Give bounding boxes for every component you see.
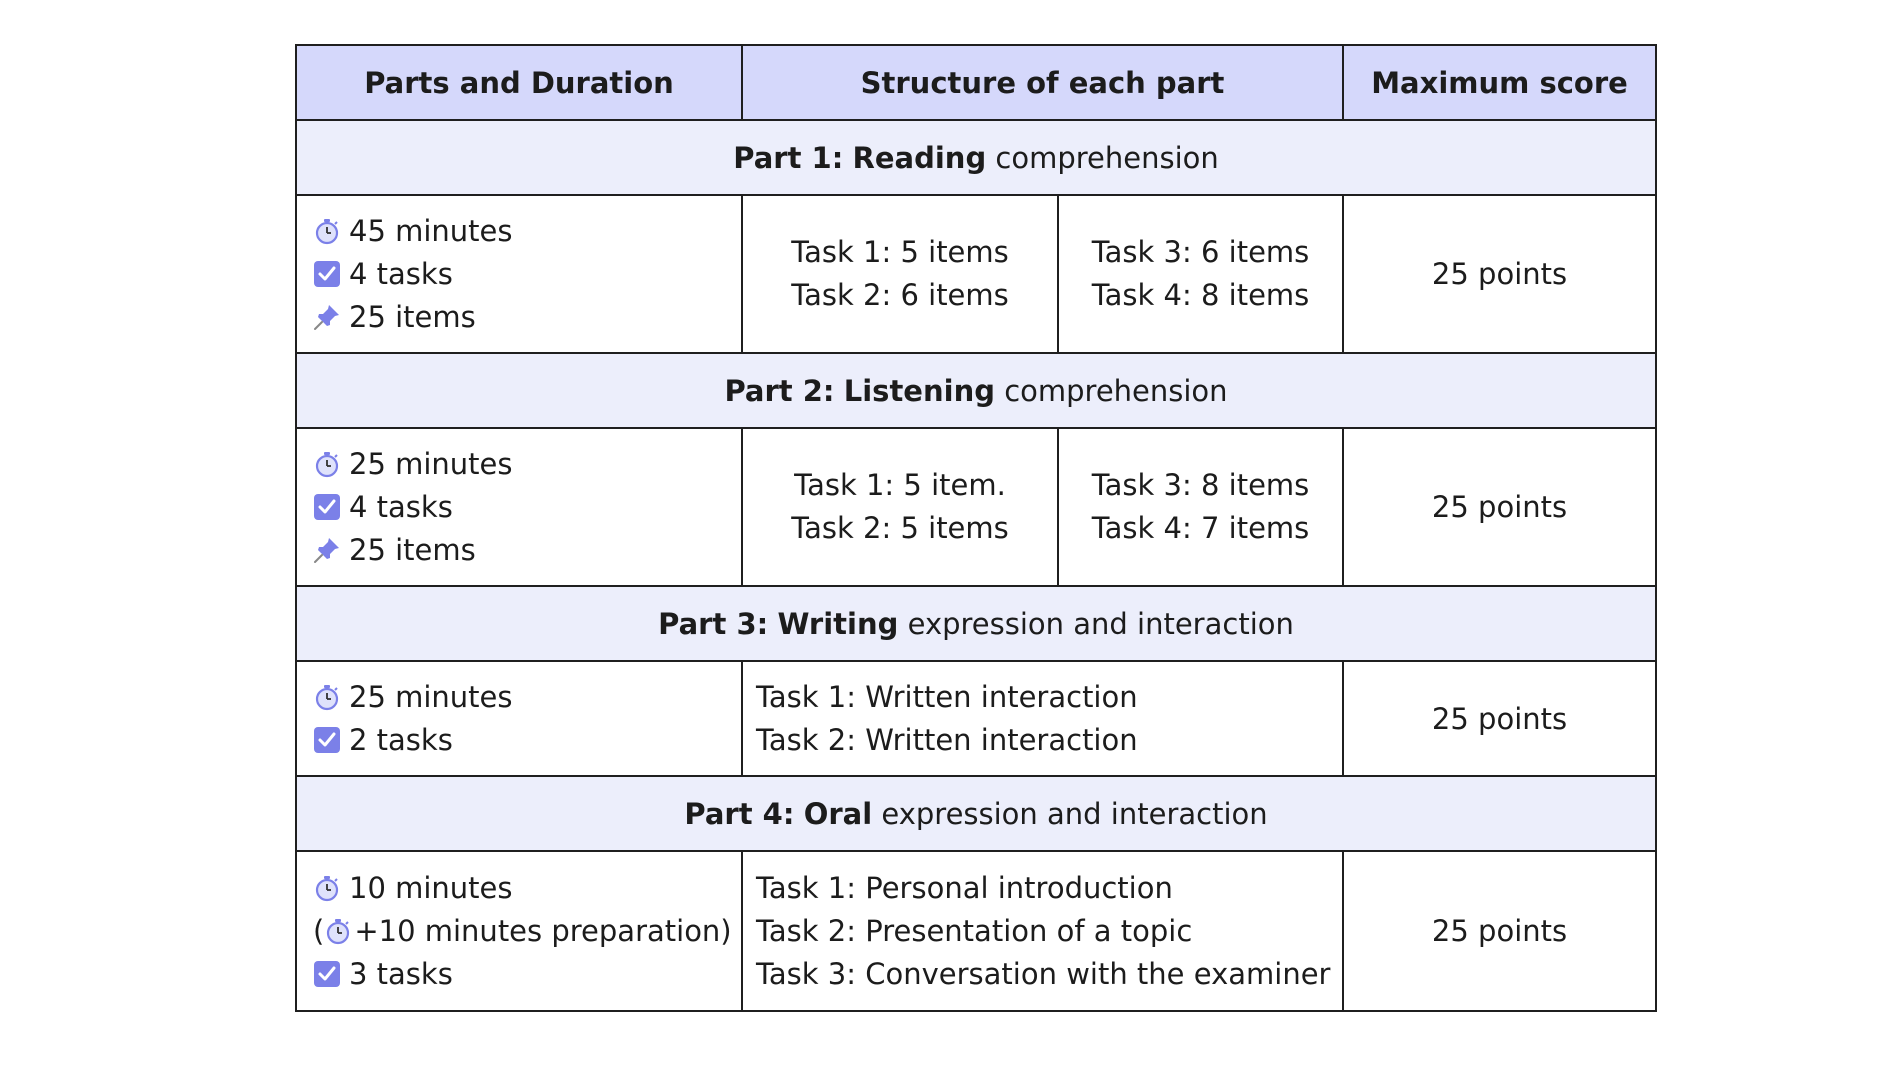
checkbox-icon <box>313 260 341 288</box>
part-3-title-bold: Writing <box>777 606 899 641</box>
part-2-duration: 25 minutes <box>349 446 513 481</box>
part-1-structure-left <box>742 195 1058 353</box>
part-3-header-row <box>296 586 1656 661</box>
task-line: Task 2: 5 items <box>791 511 1009 545</box>
part-2-title-prefix: Part 2: <box>724 373 835 408</box>
part-4-tasks: 3 tasks <box>349 956 453 991</box>
part-3-duration-cell <box>296 661 742 776</box>
pushpin-icon <box>313 303 341 331</box>
task-line: Task 3: 8 items <box>1091 468 1310 502</box>
part-4-prep: +10 minutes preparation) <box>354 913 732 948</box>
part-2-title-bold: Listening <box>843 373 995 408</box>
part-3-structure <box>742 661 1343 776</box>
part-3-title-rest: expression and interaction <box>907 606 1294 641</box>
stopwatch-icon <box>313 874 341 902</box>
stopwatch-icon <box>313 450 341 478</box>
exam-structure-table <box>295 44 1657 1012</box>
checkbox-icon <box>313 726 341 754</box>
part-3-title-prefix: Part 3: <box>658 606 769 641</box>
part-1-score: 25 points <box>1343 195 1656 353</box>
part-2-score: 25 points <box>1343 428 1656 586</box>
part-2-detail-row <box>296 428 1656 586</box>
part-4-duration: 10 minutes <box>349 870 513 905</box>
task-line: Task 4: 7 items <box>1091 511 1310 545</box>
part-1-detail-row <box>296 195 1656 353</box>
header-parts-duration: Parts and Duration <box>296 45 742 120</box>
part-4-detail-row <box>296 851 1656 1011</box>
header-structure: Structure of each part <box>742 45 1343 120</box>
stopwatch-icon <box>313 217 341 245</box>
task-line: Task 3: Conversation with the examiner <box>756 956 1331 991</box>
checkbox-icon <box>313 960 341 988</box>
task-line: Task 2: 6 items <box>791 278 1009 312</box>
part-4-header-row <box>296 776 1656 851</box>
pushpin-icon <box>313 536 341 564</box>
part-1-tasks: 4 tasks <box>349 256 453 291</box>
part-1-title-prefix: Part 1: <box>733 140 844 175</box>
part-3-detail-row <box>296 661 1656 776</box>
part-1-duration-cell <box>296 195 742 353</box>
part-4-prep-open: ( <box>313 913 325 948</box>
part-2-structure-left <box>742 428 1058 586</box>
stopwatch-icon <box>324 917 352 945</box>
part-4-duration-cell <box>296 851 742 1011</box>
part-2-items: 25 items <box>349 532 476 567</box>
part-2-title <box>296 353 1656 428</box>
part-3-duration: 25 minutes <box>349 679 513 714</box>
part-1-title-bold: Reading <box>852 140 987 175</box>
checkbox-icon <box>313 493 341 521</box>
task-line: Task 1: 5 item. <box>794 468 1006 502</box>
part-4-structure <box>742 851 1343 1011</box>
task-line: Task 1: Personal introduction <box>756 870 1173 905</box>
part-4-score: 25 points <box>1343 851 1656 1011</box>
part-3-tasks: 2 tasks <box>349 722 453 757</box>
part-4-title-bold: Oral <box>803 796 873 831</box>
part-3-score: 25 points <box>1343 661 1656 776</box>
task-line: Task 1: 5 items <box>791 235 1009 269</box>
part-1-header-row <box>296 120 1656 195</box>
task-line: Task 1: Written interaction <box>756 679 1138 714</box>
part-1-title <box>296 120 1656 195</box>
part-4-title-prefix: Part 4: <box>684 796 795 831</box>
part-4-title-rest: expression and interaction <box>881 796 1268 831</box>
part-2-header-row <box>296 353 1656 428</box>
part-2-structure-right <box>1058 428 1343 586</box>
part-2-duration-cell <box>296 428 742 586</box>
part-3-title <box>296 586 1656 661</box>
header-row <box>296 45 1656 120</box>
part-1-items: 25 items <box>349 299 476 334</box>
part-2-tasks: 4 tasks <box>349 489 453 524</box>
part-4-title <box>296 776 1656 851</box>
stopwatch-icon <box>313 683 341 711</box>
part-2-title-rest: comprehension <box>1004 373 1228 408</box>
part-1-duration: 45 minutes <box>349 213 513 248</box>
part-1-title-rest: comprehension <box>995 140 1219 175</box>
task-line: Task 4: 8 items <box>1091 278 1310 312</box>
task-line: Task 3: 6 items <box>1091 235 1310 269</box>
task-line: Task 2: Written interaction <box>756 722 1138 757</box>
task-line: Task 2: Presentation of a topic <box>756 913 1193 948</box>
header-max-score: Maximum score <box>1343 45 1656 120</box>
part-1-structure-right <box>1058 195 1343 353</box>
